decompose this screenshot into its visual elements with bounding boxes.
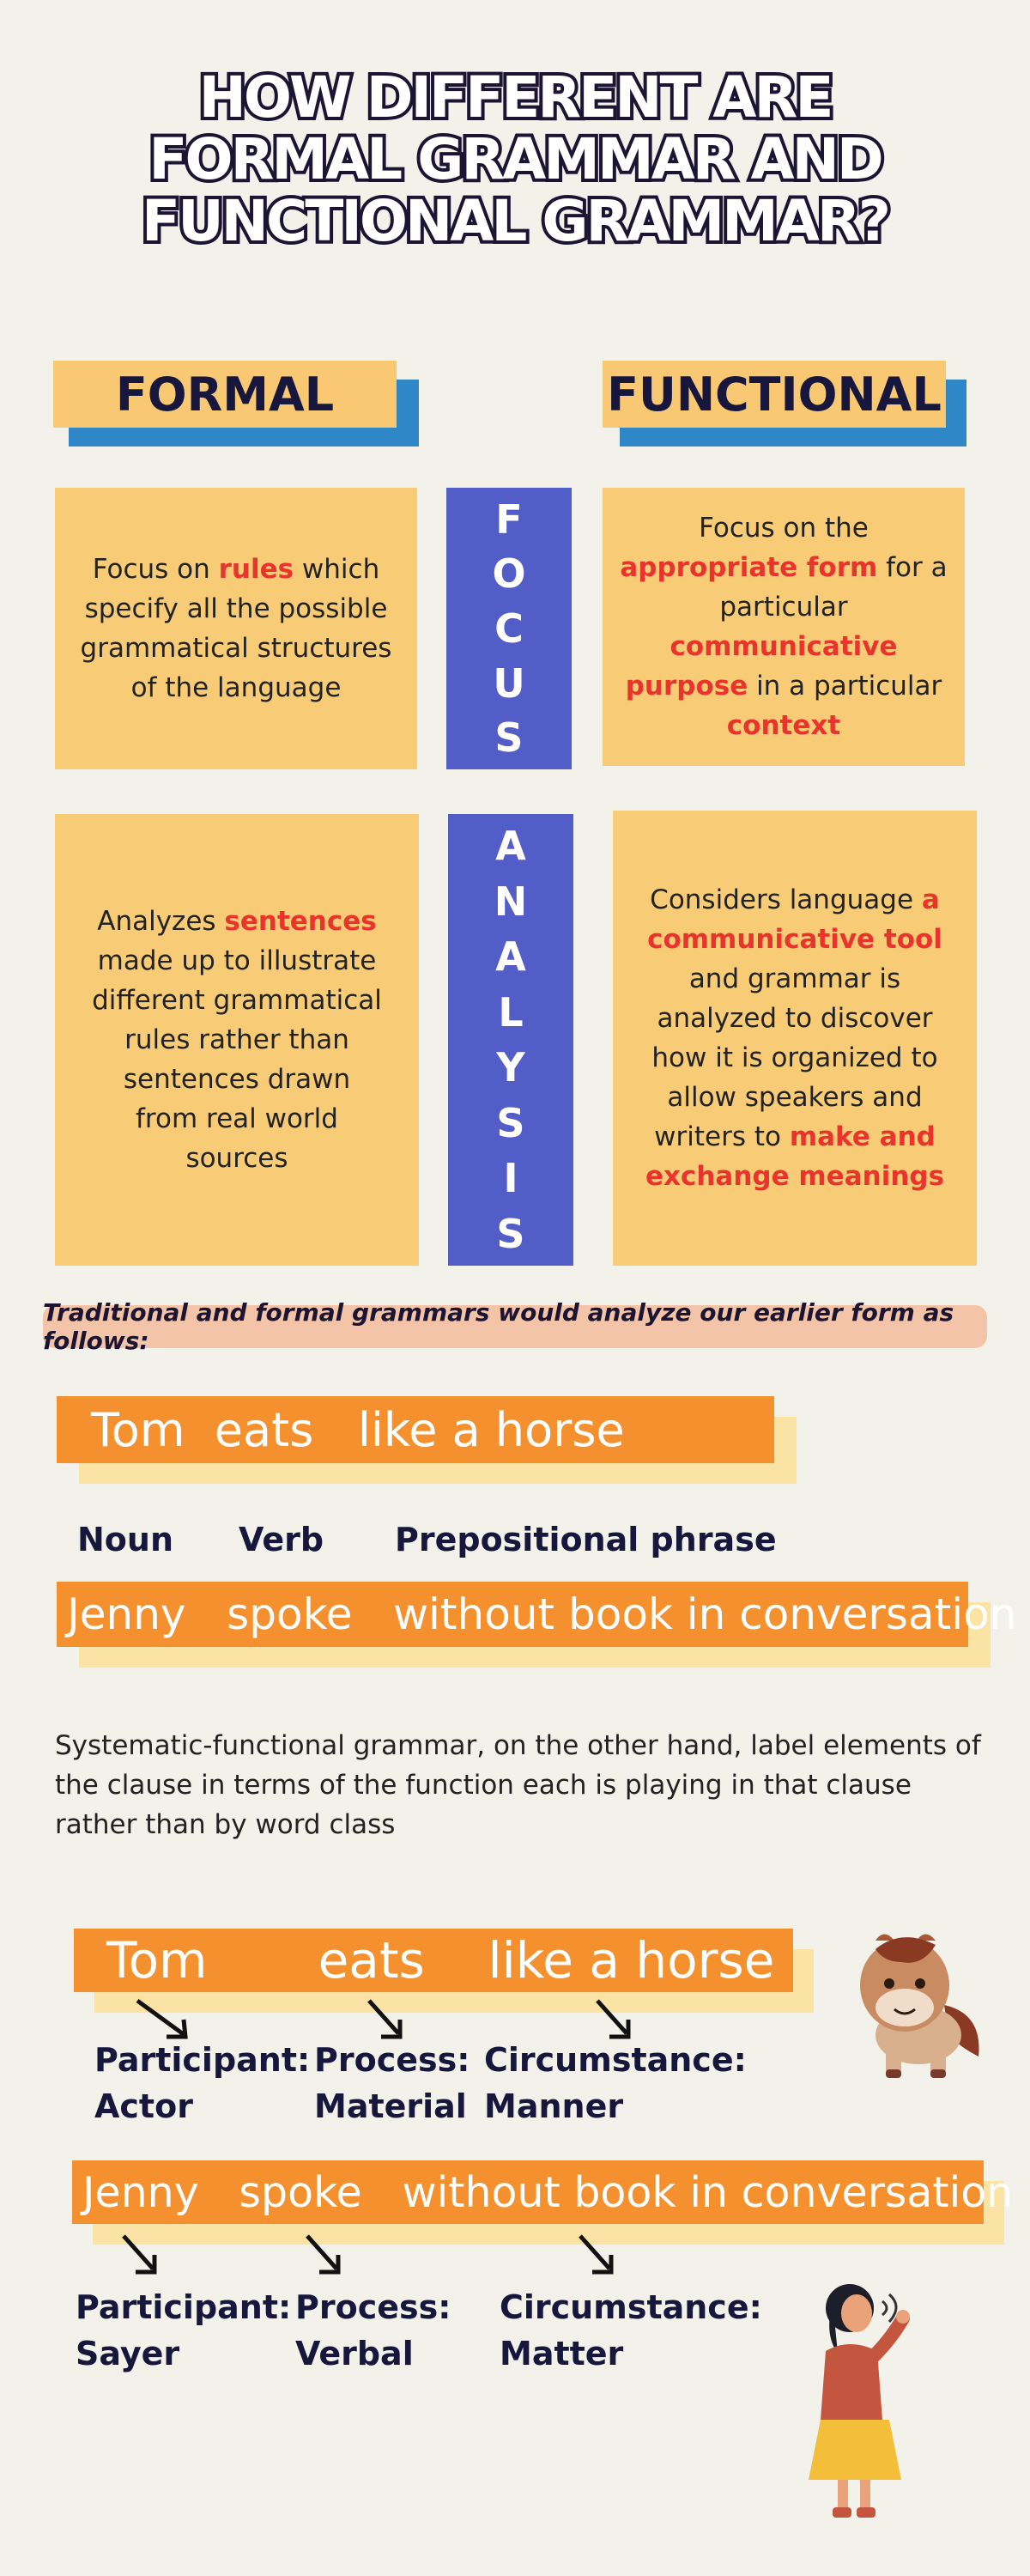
focus-letter: S [494,714,524,762]
functional-sentence-1: Tom eats like a horse [74,1929,793,1992]
analysis-letter: Y [496,1044,525,1091]
analysis-bar [448,814,573,1266]
label-circumstance-manner: Circumstance: Manner [484,2041,747,2125]
analysis-letter: S [496,1210,525,1257]
label-participant-sayer: Participant: Sayer [76,2288,292,2372]
label-noun: Noun [77,1521,174,1558]
label-circumstance-matter: Circumstance: Matter [500,2288,762,2372]
title-line-3: FUNCTIONAL GRAMMAR? [142,188,888,254]
functional-analysis-text: Considers language a communicative tool and grammar is analyzed to discover how it is organized to allow speakers and writers to make and exchange meanings [645,884,945,1192]
horse-illustration-icon [841,1923,996,2087]
traditional-note: Traditional and formal grammars would analyze our earlier form as follows: [43,1305,987,1348]
formal-analysis-text: Analyzes sentences made up to illustrate different grammatical rules rather than sentences drawn from real world sources [92,906,382,1174]
formal-focus-text: Focus on rules which specify all the possible grammatical structures of the language [80,554,392,703]
analysis-letter: I [503,1155,518,1202]
analysis-letter: A [495,823,526,870]
focus-letter: O [492,550,526,598]
functional-analysis-box [613,811,977,1266]
title-line-2: FORMAL GRAMMAR AND [148,126,882,192]
functional-sentence-2: Jenny spoke without book in conversation [72,2160,984,2224]
label-process-verbal: Process: Verbal [295,2288,451,2372]
functional-focus-text: Focus on the appropriate form for a particular communicative purpose in a particular context [620,513,948,741]
speaking-woman-illustration-icon [781,2267,927,2524]
formal-header: FORMAL [53,361,397,428]
analysis-letter: S [496,1099,525,1146]
arrow-icon [570,2229,639,2281]
analysis-letter: L [498,988,524,1036]
label-process-material: Process: Material [314,2041,470,2125]
title-line-1: HOW DIFFERENT ARE [198,64,832,131]
formal-focus-box [55,488,417,769]
functional-header: FUNCTIONAL [603,361,946,428]
focus-bar [446,488,572,769]
formal-sentence-2: Jenny spoke without book in conversation [57,1582,968,1647]
sfg-paragraph: Systematic-functional grammar, on the other hand, label elements of the clause in terms of the function each is playing in that clause rather than by word class [55,1730,981,1840]
focus-letter: F [495,495,523,543]
label-prepositional-phrase: Prepositional phrase [395,1521,777,1558]
label-verb: Verb [239,1521,324,1558]
focus-letter: U [493,659,525,707]
page-title [0,64,1030,254]
analysis-letter: N [494,878,528,925]
arrow-icon [297,2229,366,2281]
arrow-icon [113,2229,182,2281]
formal-sentence-1: Tom eats like a horse [57,1396,774,1463]
functional-focus-box [603,488,965,766]
focus-letter: C [494,605,524,652]
analysis-letter: A [495,933,526,981]
formal-analysis-box [55,814,419,1266]
label-participant-actor: Participant: Actor [94,2041,311,2125]
